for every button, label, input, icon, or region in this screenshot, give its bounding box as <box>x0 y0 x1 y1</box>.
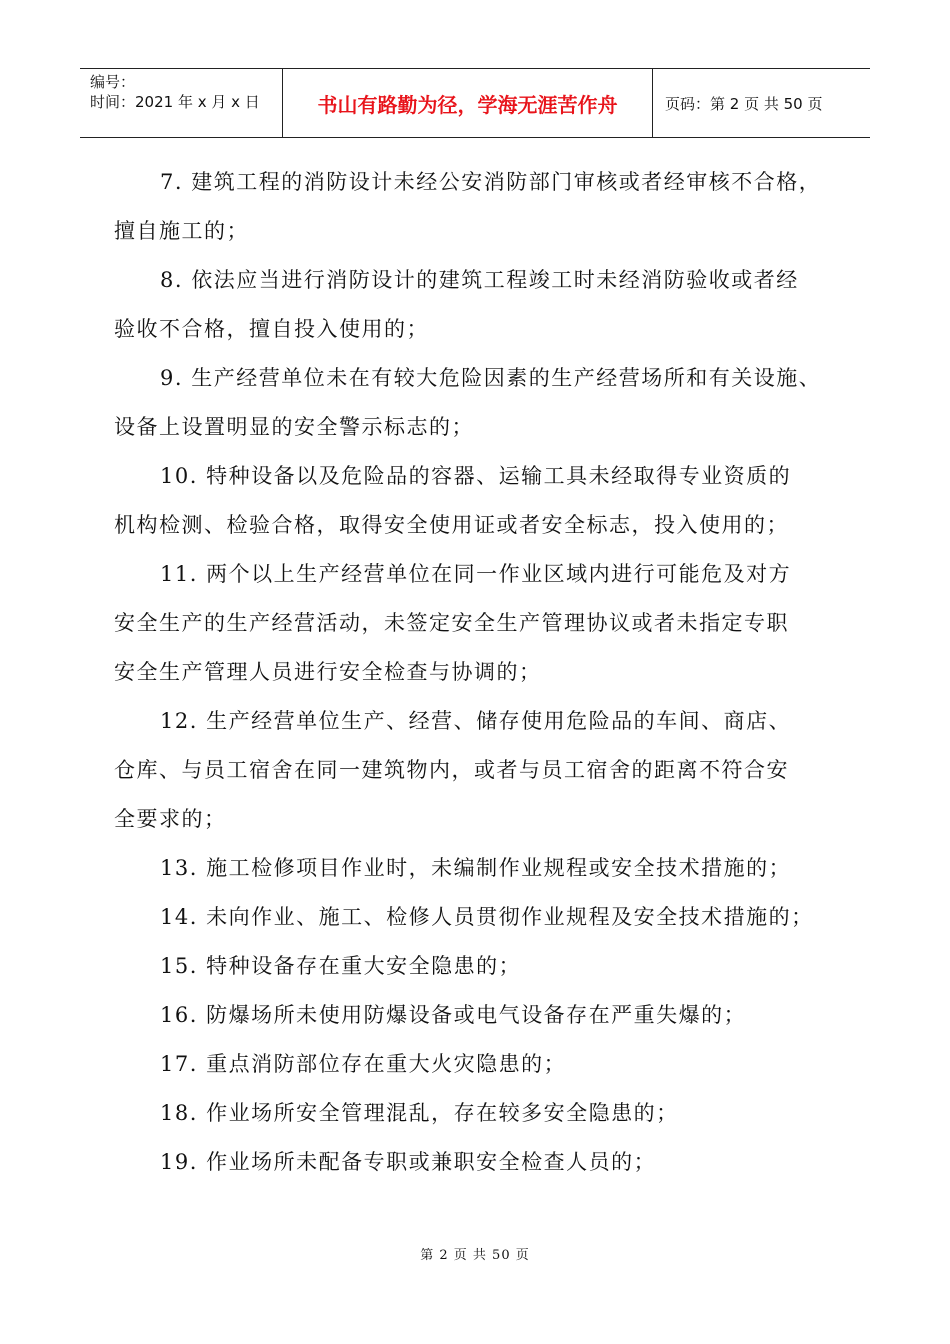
body-line: 8. 依法应当进行消防设计的建筑工程竣工时未经消防验收或者经 <box>160 268 799 292</box>
body-line: 安全生产管理人员进行安全检查与协调的； <box>114 660 542 684</box>
body-line: 10. 特种设备以及危险品的容器、运输工具未经取得专业资质的 <box>160 464 792 488</box>
body-line: 7. 建筑工程的消防设计未经公安消防部门审核或者经审核不合格， <box>160 170 822 194</box>
body-line: 19. 作业场所未配备专职或兼职安全检查人员的； <box>160 1150 657 1174</box>
body-line: 机构检测、检验合格，取得安全使用证或者安全标志，投入使用的； <box>114 513 789 537</box>
page-footer: 第 2 页 共 50 页 <box>420 1248 530 1263</box>
body-line: 11. 两个以上生产经营单位在同一作业区域内进行可能危及对方 <box>160 562 792 586</box>
body-line: 验收不合格，擅自投入使用的； <box>114 317 429 341</box>
page-header <box>80 68 870 138</box>
document-number: 编号： <box>90 73 136 91</box>
body-line: 擅自施工的； <box>114 219 249 243</box>
body-line: 18. 作业场所安全管理混乱，存在较多安全隐患的； <box>160 1101 679 1125</box>
document-body <box>114 158 844 1187</box>
body-line: 15. 特种设备存在重大安全隐患的； <box>160 954 522 978</box>
header-motto: 书山有路勤为径，学海无涯苦作舟 <box>283 69 653 137</box>
body-line: 16. 防爆场所未使用防爆设备或电气设备存在严重失爆的； <box>160 1003 747 1027</box>
body-line: 全要求的； <box>114 807 227 831</box>
body-line: 安全生产的生产经营活动，未签定安全生产管理协议或者未指定专职 <box>114 611 789 635</box>
body-line: 17. 重点消防部位存在重大火灾隐患的； <box>160 1052 567 1076</box>
document-date: 时间：2021 年 x 月 x 日 <box>90 93 260 111</box>
header-meta <box>80 69 283 137</box>
body-line: 14. 未向作业、施工、检修人员贯彻作业规程及安全技术措施的； <box>160 905 814 929</box>
body-line: 仓库、与员工宿舍在同一建筑物内，或者与员工宿舍的距离不符合安 <box>114 758 789 782</box>
body-line: 12. 生产经营单位生产、经营、储存使用危险品的车间、商店、 <box>160 709 792 733</box>
body-line: 9. 生产经营单位未在有较大危险因素的生产经营场所和有关设施、 <box>160 366 822 390</box>
body-line: 13. 施工检修项目作业时，未编制作业规程或安全技术措施的； <box>160 856 792 880</box>
header-page-info: 页码：第 2 页 共 50 页 <box>665 94 823 113</box>
body-line: 设备上设置明显的安全警示标志的； <box>114 415 474 439</box>
